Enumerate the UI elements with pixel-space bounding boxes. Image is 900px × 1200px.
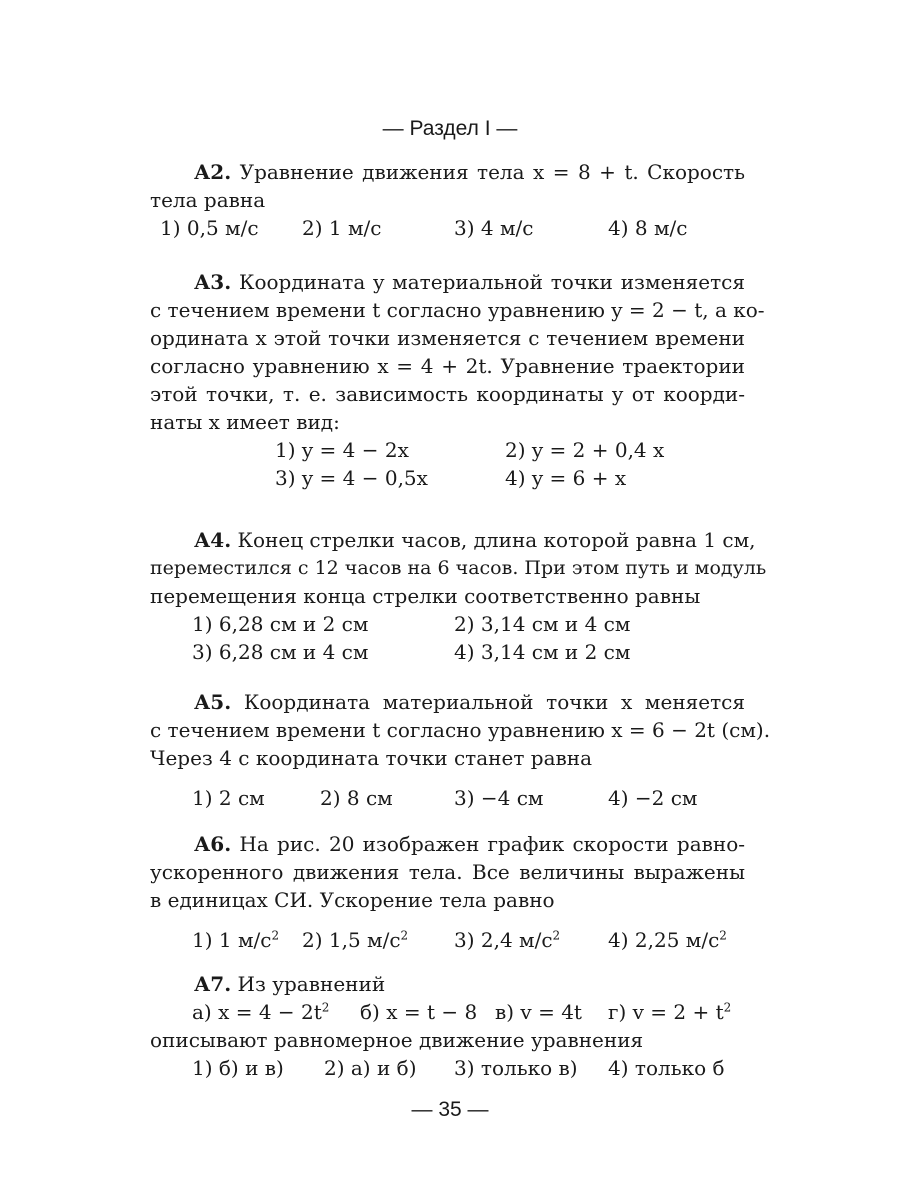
answer-options [150, 214, 745, 242]
answer-option-3: 3) только в) [454, 1056, 578, 1080]
task-a5-line2: с течением времени t согласно уравнению x = 6 − 2t (см). [150, 718, 771, 742]
answer-option-2: 2) 1,5 $м/с^2$ [302, 928, 409, 952]
task-a3-line6: наты x имеет вид: [150, 410, 340, 434]
task-number: А6. [194, 832, 232, 856]
answer-options [150, 926, 745, 954]
task-a7-line3: описывают равномерное движение уравнения [150, 1028, 644, 1052]
task-a3-line5: этой точки, т. е. зависимость координаты y от коорди- [150, 382, 745, 406]
answer-option-3: 3) y = 4 − 0,5x [275, 466, 428, 490]
task-a4-line2: переместился с 12 часов на 6 часов. При этом путь и модуль [150, 557, 767, 579]
equations-list [150, 998, 745, 1026]
task-number: А7. [194, 972, 232, 996]
task-a3-line2: с течением времени t согласно уравнению y = 2 − t, а ко- [150, 298, 765, 322]
task-number: А4. [194, 528, 232, 552]
answer-option-1: 1) 6,28 см и 2 см [192, 612, 369, 636]
task-number: А2. [194, 160, 232, 184]
answer-option-4: 4) 2,25 $м/с^2$ [608, 928, 727, 952]
task-a6-line3: в единицах СИ. Ускорение тела равно [150, 888, 555, 912]
answer-options [150, 784, 745, 812]
task-text: Уравнение движения тела x = 8 + t. Скорость [239, 160, 745, 184]
answer-option-4: 4) y = 6 + x [505, 466, 627, 490]
task-a6-line1 [150, 830, 745, 858]
equation-b: б) x = t − 8 [360, 1000, 478, 1024]
answer-option-3: 3) 2,4 $м/с^2$ [454, 928, 561, 952]
task-text: На рис. 20 изображен график скорости равно- [239, 832, 746, 856]
task-a4 [150, 526, 767, 666]
answer-option-2: 2) y = 2 + 0,4 x [505, 438, 665, 462]
answer-option-4: 4) 8 м/с [608, 216, 688, 240]
task-a3-line4: согласно уравнению x = 4 + 2t. Уравнение траектории [150, 354, 745, 378]
task-number: А5. [194, 690, 232, 714]
answer-option-3: 3) 6,28 см и 4 см [192, 640, 369, 664]
page-number: — 35 — [411, 1098, 489, 1121]
task-a4-line3: перемещения конца стрелки соответственно равны [150, 584, 701, 608]
task-a2-line2: тела равна [150, 188, 266, 212]
task-text: Конец стрелки часов, длина которой равна 1 см, [237, 528, 756, 552]
answer-option-1: 1) 0,5 м/с [160, 216, 259, 240]
answer-option-2: 2) а) и б) [324, 1056, 417, 1080]
answer-options [150, 1054, 745, 1082]
task-a6 [150, 830, 745, 954]
task-a5-line3: Через 4 с координата точки станет равна [150, 746, 593, 770]
task-a7-line1 [150, 970, 745, 998]
answer-options [150, 464, 745, 492]
task-a3-line3: ордината x этой точки изменяется с течением времени [150, 326, 745, 350]
task-a5 [150, 688, 771, 812]
task-a7 [150, 970, 745, 1082]
answer-option-2: 2) 8 см [320, 786, 393, 810]
answer-options [150, 638, 745, 666]
answer-option-4: 4) −2 см [608, 786, 698, 810]
answer-option-1: 1) 1 $м/с^2$ [192, 928, 280, 952]
answer-options [150, 436, 745, 464]
task-text: Координата материальной точки x меняется [243, 690, 745, 714]
answer-option-1: 1) 2 см [192, 786, 265, 810]
equation-g: г) $v = 2 + t^2$ [608, 1000, 732, 1024]
answer-option-1: 1) б) и в) [192, 1056, 284, 1080]
task-a2 [150, 158, 745, 242]
task-a5-line1 [150, 688, 745, 716]
answer-option-3: 3) 4 м/с [454, 216, 534, 240]
answer-option-4: 4) только б [608, 1056, 725, 1080]
answer-option-4: 4) 3,14 см и 2 см [454, 640, 631, 664]
task-a2-line1 [150, 158, 745, 186]
task-a4-line1 [150, 526, 756, 554]
task-a3 [150, 268, 765, 492]
task-text: Координата y материальной точки изменяется [239, 270, 746, 294]
equation-v: в) v = 4t [495, 1000, 582, 1024]
answer-option-1: 1) y = 4 − 2x [275, 438, 409, 462]
running-header: — Раздел I — [382, 117, 518, 140]
task-a3-line1 [150, 268, 745, 296]
equation-a: а) $x = 4 - 2t^2$ [192, 1000, 330, 1024]
task-text: Из уравнений [237, 972, 386, 996]
answer-option-2: 2) 1 м/с [302, 216, 382, 240]
answer-option-2: 2) 3,14 см и 4 см [454, 612, 631, 636]
task-a6-line2: ускоренного движения тела. Все величины выражены [150, 860, 745, 884]
answer-options [150, 610, 745, 638]
answer-option-3: 3) −4 см [454, 786, 544, 810]
task-number: А3. [194, 270, 232, 294]
